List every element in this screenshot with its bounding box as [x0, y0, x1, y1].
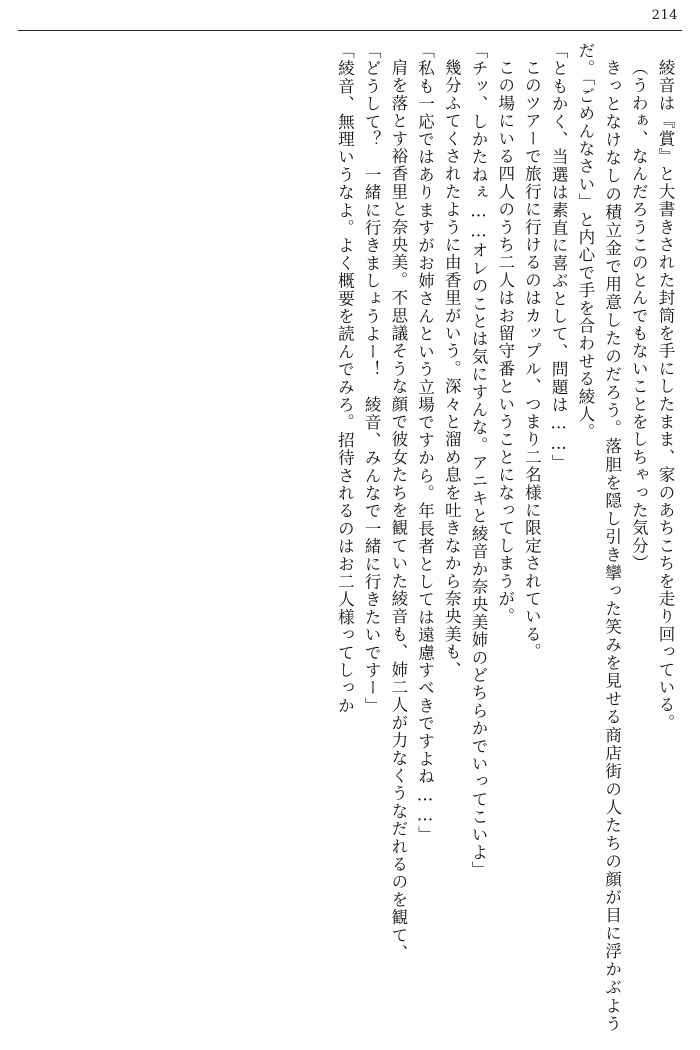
- paragraph: このツアーで旅行に行けるのはカップル、つまり二名様に限定されている。: [522, 58, 542, 661]
- paragraph: 肩を落とす裕香里と奈央美。不思議そうな顔で彼女たちを観ていた綾音も、姉二人が力なくうなだれるのを観て、: [388, 58, 408, 962]
- paragraph: 「チッ、しかたねぇ……オレのことは気にすんな。アニキと綾音か奈央美姉のどちらかでいってこいよ」: [468, 42, 488, 879]
- paragraph: 「綾音、無理いうなよ。よく概要を読んでみろ。招待されるのはお二人様ってしっか: [335, 42, 355, 715]
- paragraph: 幾分ふてくされたように由香里がいう。深々と溜め息を吐きなから奈央美も、: [442, 58, 462, 678]
- paragraph: 綾音は『賞』と大書きされた封筒を手にしたまま、家のあちこちを走り回っている。: [656, 58, 675, 732]
- header-rule: [18, 30, 682, 31]
- paragraph: 「ともかく、当選は素直に喜ぶとして、問題は……」: [549, 42, 569, 472]
- paragraph: この場にいる四人のうち二人はお留守番ということになってしまうが。: [495, 58, 515, 625]
- page-number: 214: [651, 8, 678, 23]
- paragraph: 「私も一応ではありますがお姉さんという立場ですから。年長者としては遠慮すべきですよね……」: [415, 42, 435, 844]
- paragraph: きっとなけなしの積立金で用意したのだろう。落胆を隠し引き攣った笑みを見せる商店街の人たちの顔が目に浮かぶようだ。「ごめんなさい」と内心で手を合わせる綾人。: [575, 42, 622, 1032]
- paragraph: 「どうして？ 一緒に行きましょうよー！ 綾音、みんなで一緒に行きたいですー」: [362, 42, 382, 715]
- page-text-body: [22, 42, 678, 1032]
- paragraph: （うわぁ、なんだろうこのとんでもないことをしちゃった気分）: [629, 58, 649, 572]
